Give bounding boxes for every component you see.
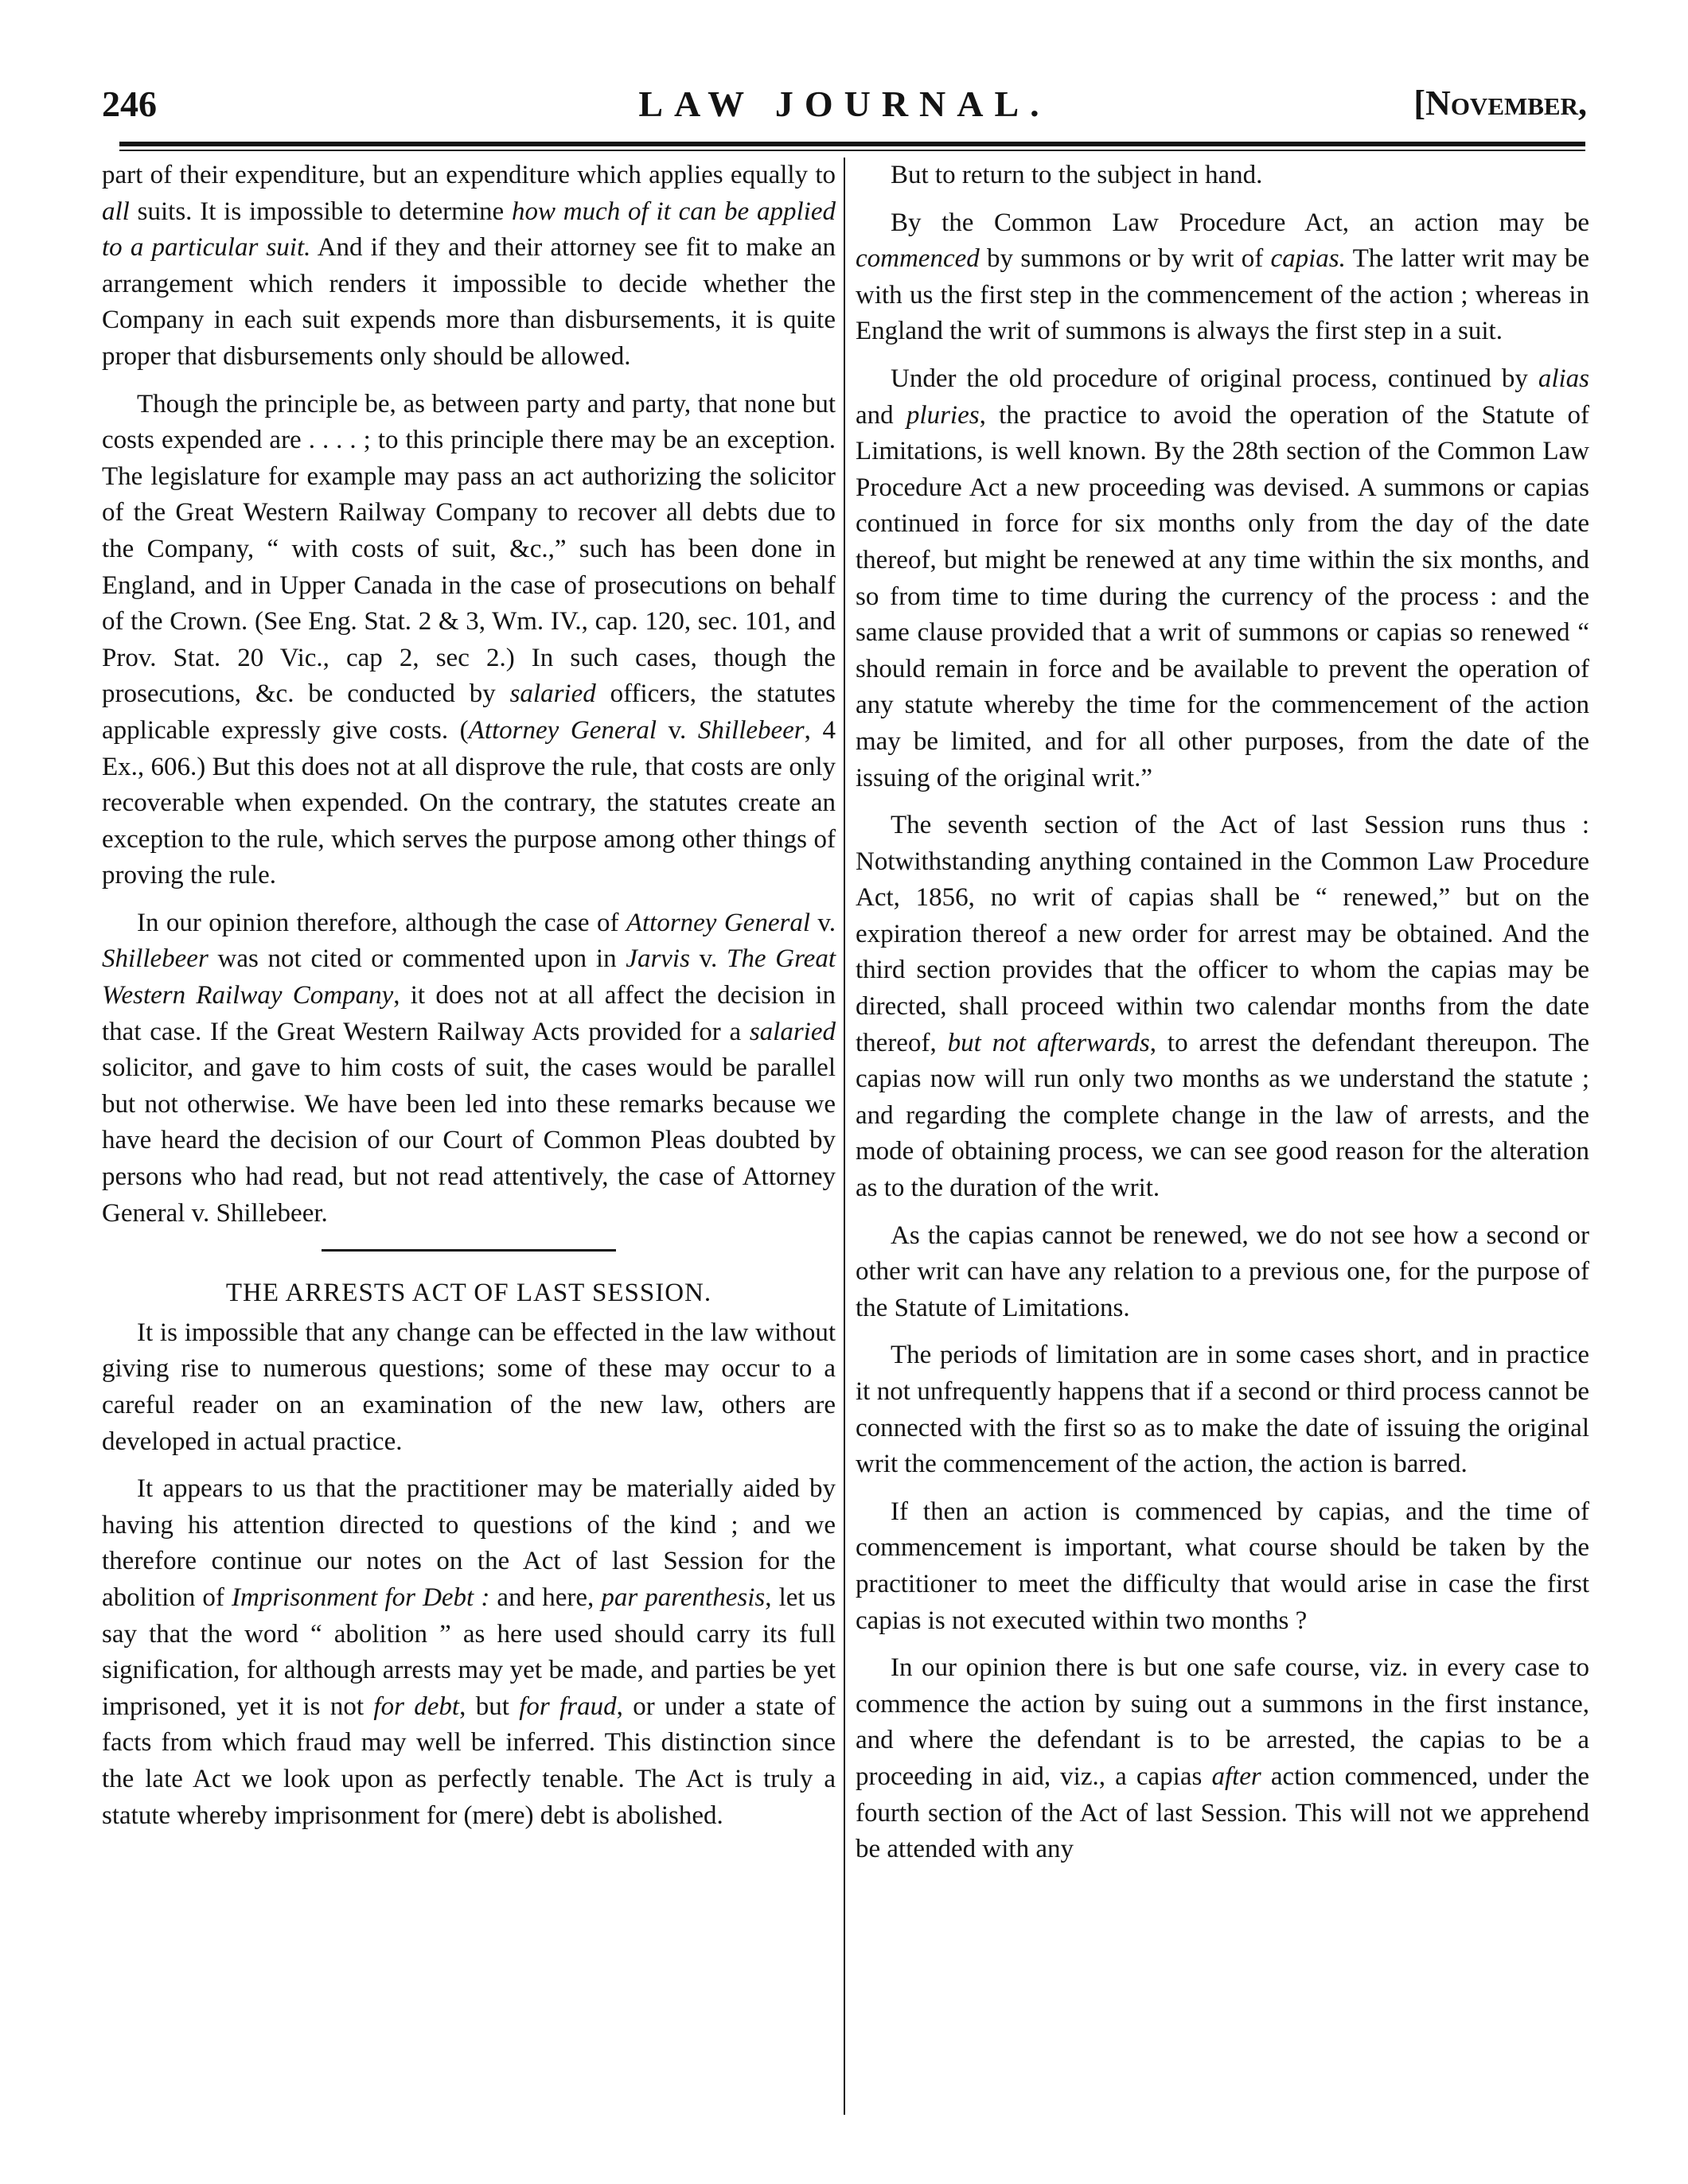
paragraph: If then an action is commenced by capias, and the time of commencement is important, what course should be taken by the practitioner to meet the difficulty that would arise in case the first capias is not executed within two months ? — [856, 1497, 1589, 1635]
paragraph: Though the principle be, as between party and party, that none but costs expended are . . . . ; to this principle there may be an exception. The legislature for example may pass an act authorizing the solicitor of the Great Western Railway Company to recover all debts due to the Company, “ with costs of suit, &c.,” such has been done in England, and in Upper Canada in the case of prosecutions on behalf of the Crown. (See Eng. Stat. 2 & 3, Wm. IV., cap. 120, sec. 101, and Prov. Stat. 20 Vic., cap 2, sec 2.) In such cases, though the prosecutions, &c. be conducted by salaried officers, the statutes applicable expressly give costs. (Attorney General v. Shillebeer, 4 Ex., 606.) But this does not at all disprove the rule, that costs are only recoverable when expended. On the contrary, the statutes create an exception to the rule, which serves the purpose among other things of proving the rule. — [102, 389, 836, 890]
paragraph: The seventh section of the Act of last Session runs thus : Notwithstanding anything contained in the Common Law Procedure Act, 1856, no writ of capias shall be “ renewed,” but on the expiration thereof a new order for arrest may be obtained. And the third section provides that the officer to whom the capias may be directed, shall proceed within two calendar months from the date thereof, but not afterwards, to arrest the defendant thereupon. The capias now will run only two months as we understand the statute ; and regarding the complete change in the law of arrests, and the mode of obtaining process, we can see good reason for the alteration as to the duration of the writ. — [856, 811, 1589, 1203]
right-column — [856, 158, 1589, 1879]
page-number: 246 — [102, 84, 157, 124]
paragraph: In our opinion therefore, although the case of Attorney General v. Shillebeer was not cited or commented upon in Jarvis v. The Great Western Railway Company, it does not at all affect the decision in that case. If the Great Western Railway Acts provided for a salaried solicitor, and gave to him costs of suit, the cases would be parallel but not otherwise. We have been led into these remarks because we have heard the decision of our Court of Common Pleas doubted by persons who had read, but not read attentively, the case of Attorney General v. Shillebeer. — [102, 908, 836, 1228]
paragraph: By the Common Law Procedure Act, an action may be commenced by summons or by writ of capias. The latter writ may be with us the first step in the commencement of the action ; whereas in England the writ of summons is always the first step in a suit. — [856, 208, 1589, 346]
paragraph: In our opinion there is but one safe course, viz. in every case to commence the action by suing out a summons in the first instance, and where the defendant is to be arrested, the capias to be a proceeding in aid, viz., a capias after action commenced, under the fourth section of the Act of last Session. This will not we apprehend be attended with any — [856, 1653, 1590, 1864]
column-divider — [844, 158, 845, 2115]
paragraph: As the capias cannot be renewed, we do not see how a second or other writ can have any relation to a previous one, for the purpose of the Statute of Limitations. — [856, 1220, 1589, 1322]
journal-title: LAW JOURNAL. — [638, 84, 1051, 124]
paragraph: It is impossible that any change can be effected in the law without giving rise to numerous questions; some of these may occur to a careful reader on an examination of the new law, others are developed in actual practice. — [102, 1318, 836, 1456]
paragraph: Under the old procedure of original process, continued by alias and pluries, the practice to avoid the operation of the Statute of Limitations, is well known. By the 28th section of the Common Law Procedure Act a new proceeding was devised. A summons or capias continued in force for six months only from the day of the date thereof, but might be renewed at any time within the six months, and so from time to time during the currency of the process : and the same clause provided that a writ of summons or capias so renewed “ should remain in force and be available to prevent the operation of any statute whereby the time for the commencement of the action may be limited, and for all other purposes, from the date of the issuing of the original writ.” — [856, 364, 1589, 792]
paragraph: It appears to us that the practitioner may be materially aided by having his attention directed to questions of the kind ; and we therefore continue our notes on the Act of last Session for the abolition of Imprisonment for Debt : and here, par parenthesis, let us say that the word “ abolition ” as here used should carry its full signification, for although arrests may yet be made, and parties be yet imprisoned, yet it is not for debt, but for fraud, or under a state of facts from which fraud may well be inferred. This distinction since the late Act we look upon as perfectly tenable. The Act is truly a statute whereby imprisonment for (mere) debt is abolished. — [102, 1474, 836, 1830]
paragraph: But to return to the subject in hand. — [891, 161, 1263, 189]
header-rule-thick — [119, 142, 1585, 146]
running-head-date: [November, — [1413, 84, 1587, 123]
left-column — [102, 158, 836, 1845]
paragraph: The periods of limitation are in some cases short, and in practice it not unfrequently happens that if a second or third process cannot be connected with the first so as to make the date of issuing the original writ the commencement of the action, the action is barred. — [856, 1341, 1589, 1479]
paragraph: part of their expenditure, but an expenditure which applies equally to all suits. It is impossible to determine how much of it can be applied to a particular suit. And if they and their attorney see fit to make an arrangement which renders it impossible to decide whether the Company in each suit expends more than disbursements, it is quite proper that disbursements only should be allowed. — [102, 161, 836, 371]
page-header — [102, 83, 1587, 142]
section-divider — [322, 1249, 616, 1252]
header-rule-thin — [119, 150, 1585, 151]
section-heading: THE ARRESTS ACT OF LAST SESSION. — [225, 1279, 712, 1308]
